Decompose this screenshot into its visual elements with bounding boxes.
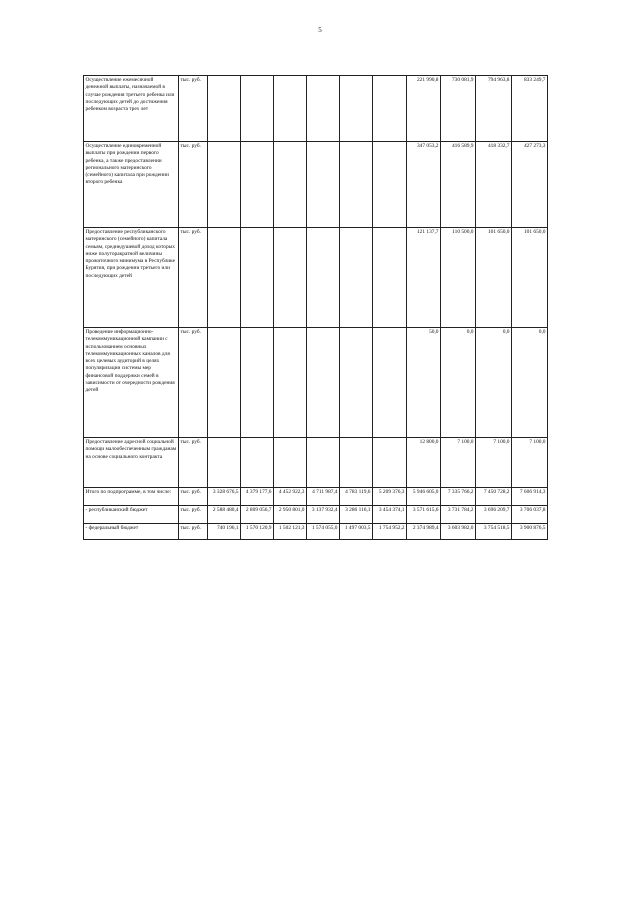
row-unit: тыс. руб. — [179, 328, 208, 438]
value-cell: 101 650,0 — [512, 228, 548, 328]
value-cell — [208, 142, 241, 228]
value-cell: 1 570 120,9 — [241, 524, 274, 540]
value-cell — [274, 228, 307, 328]
value-cell: 101 650,0 — [476, 228, 512, 328]
value-cell — [241, 228, 274, 328]
row-unit: тыс. руб. — [179, 228, 208, 328]
value-cell: 347 053,2 — [407, 142, 441, 228]
value-cell — [340, 438, 373, 488]
value-cell: 3 328 676,5 — [208, 488, 241, 506]
value-cell — [307, 328, 340, 438]
value-cell: 7 335 766,2 — [441, 488, 476, 506]
value-cell — [340, 76, 373, 142]
table-row — [84, 328, 548, 438]
value-cell: 833 249,7 — [512, 76, 548, 142]
value-cell: 1 754 952,2 — [373, 524, 407, 540]
value-cell — [373, 438, 407, 488]
row-label: Предоставление республиканского материнского (семейного) капитала семьям, среднедушевой доход которых ниже полуторакратной величины прожиточного минимума в Республике Бурятия, при рождении третьего или последующих детей — [84, 228, 179, 328]
value-cell — [241, 76, 274, 142]
value-cell — [307, 228, 340, 328]
value-cell: 2 374 989,4 — [407, 524, 441, 540]
value-cell — [340, 328, 373, 438]
value-cell: 4 379 177,6 — [241, 488, 274, 506]
value-cell — [241, 328, 274, 438]
value-cell: 1 497 003,5 — [340, 524, 373, 540]
value-cell: 50,0 — [407, 328, 441, 438]
row-unit: тыс. руб. — [179, 76, 208, 142]
row-unit: тыс. руб. — [179, 524, 208, 540]
value-cell — [307, 438, 340, 488]
value-cell — [208, 228, 241, 328]
table-row — [84, 142, 548, 228]
value-cell: 110 500,0 — [441, 228, 476, 328]
value-cell: 3 696 209,7 — [476, 506, 512, 524]
row-label: - республиканский бюджет — [84, 506, 179, 524]
table-row — [84, 524, 548, 540]
value-cell — [373, 76, 407, 142]
row-label: Итого по подпрограмме, в том числе: — [84, 488, 179, 506]
value-cell — [274, 142, 307, 228]
value-cell — [241, 142, 274, 228]
value-cell — [307, 76, 340, 142]
value-cell — [274, 76, 307, 142]
value-cell: 0,0 — [512, 328, 548, 438]
row-unit: тыс. руб. — [179, 142, 208, 228]
value-cell: 12 800,0 — [407, 438, 441, 488]
value-cell — [373, 142, 407, 228]
value-cell: 3 571 615,6 — [407, 506, 441, 524]
table-row — [84, 228, 548, 328]
row-label: Осуществление ежемесячной денежной выплаты, назначаемой в случае рождения третьего ребенка или последующих детей до достижения ребенком возраста трех лет — [84, 76, 179, 142]
value-cell — [208, 76, 241, 142]
value-cell: 121 137,7 — [407, 228, 441, 328]
value-cell: 794 963,8 — [476, 76, 512, 142]
value-cell: 4 783 119,6 — [340, 488, 373, 506]
budget-table — [83, 75, 548, 540]
value-cell: 3 286 116,1 — [340, 506, 373, 524]
value-cell: 3 731 784,2 — [441, 506, 476, 524]
row-unit: тыс. руб. — [179, 506, 208, 524]
value-cell: 3 754 518,5 — [476, 524, 512, 540]
value-cell: 4 711 987,4 — [307, 488, 340, 506]
value-cell: 0,0 — [476, 328, 512, 438]
value-cell: 2 588 480,4 — [208, 506, 241, 524]
value-cell: 5 946 605,0 — [407, 488, 441, 506]
value-cell: 3 454 374,1 — [373, 506, 407, 524]
value-cell: 2 809 056,7 — [241, 506, 274, 524]
row-unit: тыс. руб. — [179, 488, 208, 506]
value-cell: 3 706 037,8 — [512, 506, 548, 524]
value-cell — [274, 438, 307, 488]
value-cell — [373, 328, 407, 438]
row-label: Предоставление адресной социальной помощи малообеспеченным гражданам на основе социального контракта — [84, 438, 179, 488]
value-cell — [340, 228, 373, 328]
row-label: Проведение информационно-телекоммуникационной кампании с использованием основных телекоммуникационных каналов для всех целевых аудиторий в целях популяризации системы мер финансовой поддержки семей в зависимости от очередности рождения детей — [84, 328, 179, 438]
value-cell: 7 450 728,2 — [476, 488, 512, 506]
value-cell: 4 452 922,3 — [274, 488, 307, 506]
table-row — [84, 488, 548, 506]
value-cell: 730 081,9 — [441, 76, 476, 142]
value-cell — [241, 438, 274, 488]
table-row — [84, 438, 548, 488]
value-cell: 3 137 932,4 — [307, 506, 340, 524]
row-label: - федеральный бюджет — [84, 524, 179, 540]
value-cell: 1 574 055,0 — [307, 524, 340, 540]
value-cell: 3 900 876,5 — [512, 524, 548, 540]
value-cell: 740 196,1 — [208, 524, 241, 540]
value-cell: 7 606 914,3 — [512, 488, 548, 506]
value-cell: 0,0 — [441, 328, 476, 438]
table-row — [84, 76, 548, 142]
value-cell — [274, 328, 307, 438]
value-cell — [208, 438, 241, 488]
table-row — [84, 506, 548, 524]
value-cell — [373, 228, 407, 328]
value-cell: 416 589,9 — [441, 142, 476, 228]
value-cell: 3 603 982,0 — [441, 524, 476, 540]
value-cell: 7 100,0 — [476, 438, 512, 488]
value-cell — [340, 142, 373, 228]
value-cell: 2 950 801,0 — [274, 506, 307, 524]
page-number: 5 — [318, 26, 322, 34]
value-cell: 418 332,7 — [476, 142, 512, 228]
value-cell: 221 990,8 — [407, 76, 441, 142]
value-cell: 7 100,0 — [512, 438, 548, 488]
value-cell: 5 209 376,3 — [373, 488, 407, 506]
row-label: Осуществление единовременной выплаты при рождении первого ребенка, а также предоставлении регионального материнского (семейного) капитала при рождении второго ребенка — [84, 142, 179, 228]
value-cell — [307, 142, 340, 228]
row-unit: тыс. руб. — [179, 438, 208, 488]
value-cell — [208, 328, 241, 438]
value-cell: 427 273,3 — [512, 142, 548, 228]
value-cell: 1 502 121,3 — [274, 524, 307, 540]
value-cell: 7 100,0 — [441, 438, 476, 488]
